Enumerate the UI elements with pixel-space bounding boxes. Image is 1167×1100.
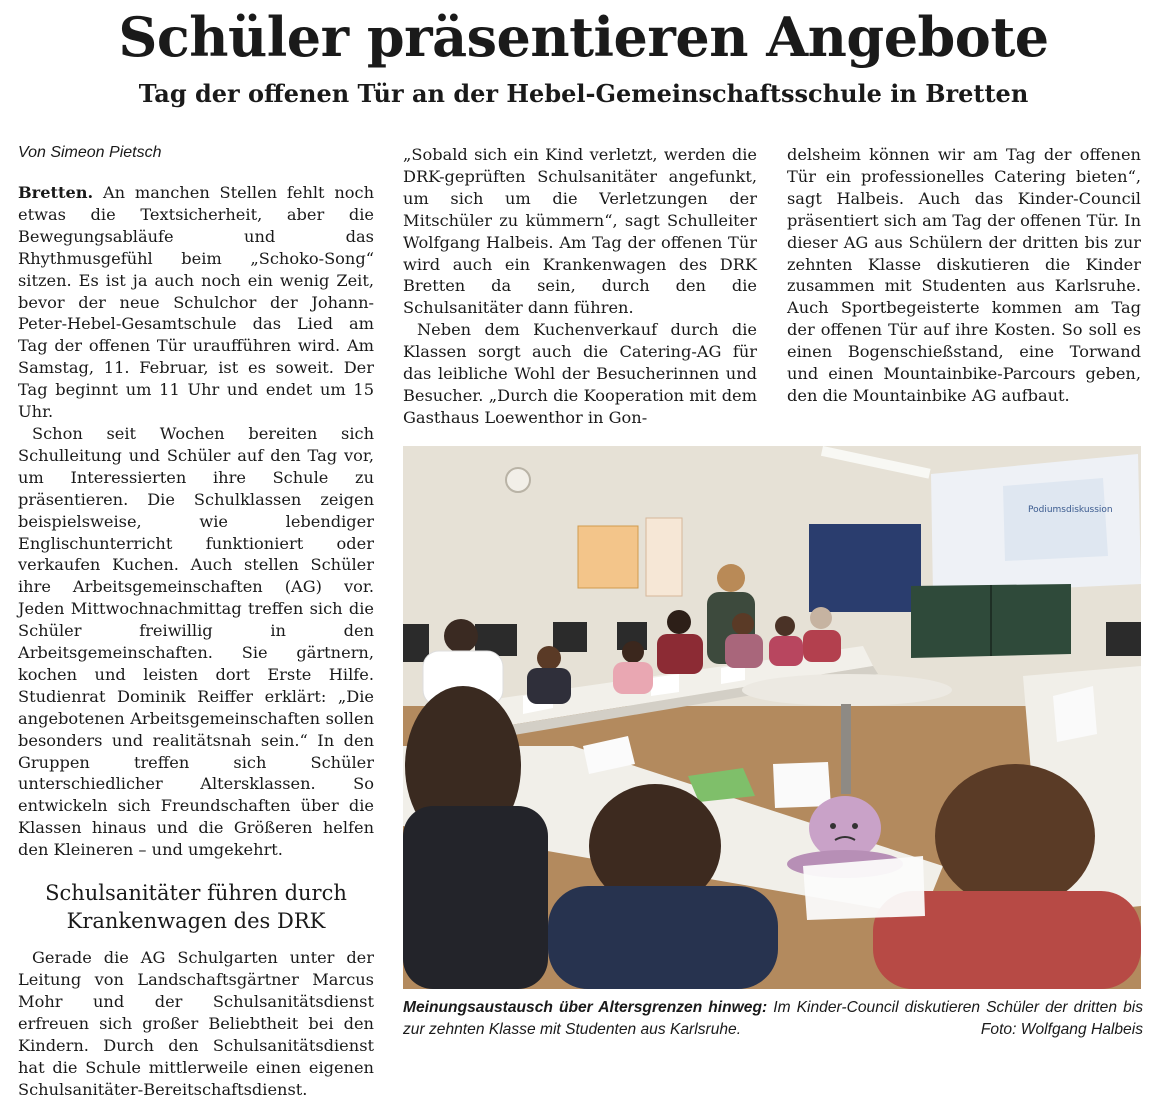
wall-clock-icon <box>506 468 530 492</box>
classroom-illustration <box>403 446 1141 989</box>
caption-title: Meinungsaustausch über Altersgrenzen hinweg: <box>403 999 768 1016</box>
paragraph-5: Neben dem Kuchenverkauf durch die Klassen sorgt auch die Catering-AG für das leibliche Wohl der Besucherinnen und Besucher. „Durch die Kooperation mit dem Gasthaus Loewenthor in Gon- <box>403 320 757 427</box>
photo-credit: Foto: Wolfgang Halbeis <box>980 1021 1143 1038</box>
caption-text: Im Kinder-Council diskutieren Schüler der dritten bis zur zehnten Klasse mit Studenten aus Karlsruhe. <box>403 999 1143 1038</box>
dateline: Bretten. <box>18 183 94 202</box>
pinboard <box>809 524 921 612</box>
projection-text: Podiumsdiskussion <box>1028 505 1113 515</box>
paragraph-2: Schon seit Wochen bereiten sich Schulleitung und Schüler auf den Tag vor, um Interessierten ihre Schule zu präsentieren. Die Schulklassen zeigen beispielsweise, wie lebendiger Englischunterricht funktioniert oder verkaufen Kuchen. Auch stellen Schüler ihre Arbeitsgemeinschaften (AG) vor. Jeden Mittwochnachmittag treffen sich die Schüler freiwillig in den Arbeitsgemeinschaften. Sie gärtnern, kochen und leisten dort Erste Hilfe. Studienrat Dominik Reiffer erklärt: „Die angebotenen Arbeitsgemeinschaften sollen besonders und realitätsnah sein.“ In den Gruppen treffen sich Schüler unterschiedlicher Altersklassen. So entwickeln sich Freundschaften über die Klassen hinaus und die Größeren helfen den Kleineren – und umgekehrt. <box>18 423 374 860</box>
paragraph-1-text: An manchen Stellen fehlt noch etwas die Textsicherheit, aber die Bewegungsabläufe und das Rhythmusgefühl beim „Schoko-Song“ sitzen. Es ist ja auch noch ein wenig Zeit, bevor der neue Schulchor der Johann-Peter-Hebel-Gesamtschule das Lied am Tag der offenen Tür uraufführen wird. Am Samstag, 11. Februar, ist es soweit. Der Tag beginnt um 11 Uhr und endet um 15 Uhr. <box>18 183 374 422</box>
article-column-2 <box>403 144 757 429</box>
article-photo <box>403 446 1141 989</box>
byline: Von Simeon Pietsch <box>18 144 162 161</box>
poster <box>578 526 638 588</box>
paragraph-6: delsheim können wir am Tag der offenen Tür ein professionelles Catering bieten“, sagt Halbeis. Auch das Kinder-Council präsentiert sich am Tag der offenen Tür. In dieser AG aus Schülern der dritten bis zur zehnten Klasse diskutieren die Kinder zusammen mit Studenten aus Karlsruhe. Auch Sportbegeisterte kommen am Tag der offenen Tür auf ihre Kosten. So soll es einen Bogenschießstand, eine Torwand und einen Mountainbike-Parcours geben, den die Mountainbike AG aufbaut. <box>787 145 1141 405</box>
photo-caption <box>403 997 1143 1041</box>
poster <box>646 518 682 596</box>
paragraph-3: Gerade die AG Schulgarten unter der Leitung von Landschaftsgärtner Marcus Mohr und der Schulsanitätsdienst erfreuen sich großer Beliebtheit bei den Kindern. Durch den Schulsanitätsdienst hat die Schule mittlerweile einen eigenen Schulsanitäter-Bereitschaftsdienst. <box>18 948 374 1099</box>
article-headline: Schüler präsentieren Angebote <box>118 5 1049 69</box>
section-heading: Schulsanitäter führen durch Krankenwagen des DRK <box>45 881 347 934</box>
article-subheadline: Tag der offenen Tür an der Hebel-Gemeinschaftsschule in Bretten <box>138 79 1029 108</box>
article-column-1 <box>18 142 374 1100</box>
paragraph-1 <box>18 182 374 423</box>
article-column-3 <box>787 144 1141 407</box>
round-table <box>742 674 952 706</box>
paragraph-4: „Sobald sich ein Kind verletzt, werden die DRK-geprüften Schulsanitäter angefunkt, um sich um die Verletzungen der Mitschüler zu kümmern“, sagt Schulleiter Wolfgang Halbeis. Am Tag der offenen Tür wird auch ein Krankenwagen des DRK Bretten da sein, durch den die Schulsanitäter dann führen. <box>403 145 757 318</box>
